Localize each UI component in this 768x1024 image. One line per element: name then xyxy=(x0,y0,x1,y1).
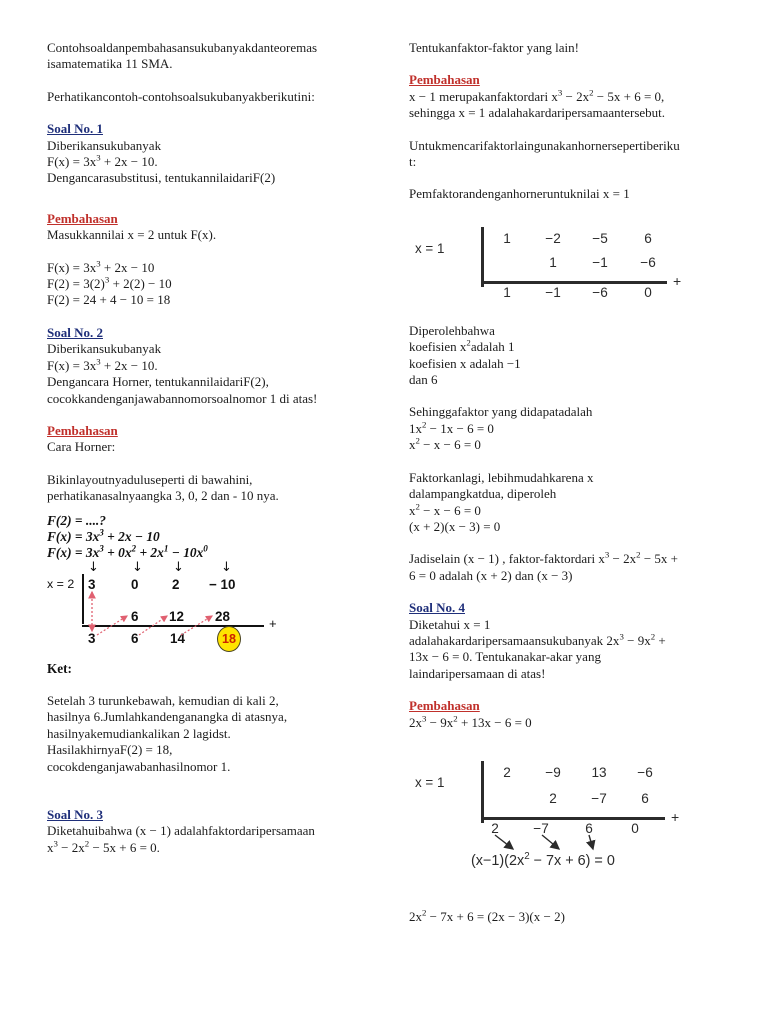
pembahasan3-line-4: t: xyxy=(409,154,417,170)
heading-ket: Ket: xyxy=(47,660,72,676)
equation-1 xyxy=(47,260,367,276)
synth1-top-1: −2 xyxy=(545,230,561,246)
soal1-formula xyxy=(47,154,367,170)
intro-line-1: Contohsoaldanpembahasansukubanyakdanteoremas xyxy=(47,40,318,55)
final-equation xyxy=(409,909,729,925)
horner-line-3-c: + 2x xyxy=(136,544,164,560)
soal1-formula-post: + 2x − 10. xyxy=(100,154,158,170)
ket-line-2: hasilnya 6.Jumlahkandenganangka di atasnya, xyxy=(47,709,288,725)
soal2-formula-post: + 2x − 10. xyxy=(100,357,158,373)
soal4-line-3: 13x − 6 = 0. Tentukanakar-akar yang xyxy=(409,649,601,665)
sehingga-l2-a: 1x xyxy=(409,420,422,436)
sehingga-line-1: Sehinggafaktor yang didapatadalah xyxy=(409,404,593,420)
synth1-bottom-0: 1 xyxy=(503,284,511,300)
pembahasan2-line-3: perhatikanasalnyaangka 3, 0, 2 dan - 10 nya. xyxy=(47,488,279,504)
synth2-plus-sign: + xyxy=(671,808,680,825)
ket-line-4: HasilakhirnyaF(2) = 18, xyxy=(47,742,173,758)
soal1-line-3: Dengancarasubstitusi, tentukannilaidariF(2) xyxy=(47,170,276,186)
pembahasan2-line-2: Bikinlayoutnyaduluseperti di bawahini, xyxy=(47,471,253,487)
diperoleh-line-1: Diperolehbahwa xyxy=(409,322,495,338)
synth2-factored-post: − 7x + 6) = 0 xyxy=(529,852,615,869)
final-eq-b: − 7x + 6 = (2x − 3)(x − 2) xyxy=(426,908,565,924)
soal2-formula xyxy=(47,358,367,374)
soal3-eq-b: − 2x xyxy=(57,839,85,855)
heading-pembahasan-4: Pembahasan xyxy=(409,698,480,714)
p4-eq-exp2: 2 xyxy=(453,713,458,724)
soal2-line-3: Dengancara Horner, tentukannilaidariF(2), xyxy=(47,374,269,390)
diperoleh-l2-exp: 2 xyxy=(466,337,471,348)
diperoleh-line-4: dan 6 xyxy=(409,372,438,388)
p4-eq-a: 2x xyxy=(409,714,422,730)
equation-1-post: + 2x − 10 xyxy=(100,259,155,275)
down-arrow-icon-3: ↓ xyxy=(173,559,184,575)
faktorkan-line-1: Faktorkanlagi, lebihmudahkarena x xyxy=(409,469,594,485)
soal4-line-4: laindaripersamaan di atas! xyxy=(409,665,546,681)
ket-line-3: hasilnyakemudiankalikan 2 lagidst. xyxy=(47,725,231,741)
synth2-factored-expression xyxy=(471,853,615,869)
soal1-formula-pre: F(x) = 3x xyxy=(47,154,97,170)
horner-line-1: F(2) = ....? xyxy=(47,512,106,528)
soal2-formula-pre: F(x) = 3x xyxy=(47,357,97,373)
synth2-x-label: x = 1 xyxy=(415,774,445,790)
synth2-factored-exp: 2 xyxy=(524,851,530,863)
horner-line-3-exp4: 0 xyxy=(203,543,208,554)
heading-soal-no-2: Soal No. 2 xyxy=(47,324,103,340)
p3-l1-b: − 2x xyxy=(562,88,590,104)
down-arrow-icon-2: ↓ xyxy=(132,559,143,575)
synth2-bottom-3: 0 xyxy=(631,820,639,836)
soal1-line-1: Diberikansukubanyak xyxy=(47,137,162,153)
p3-l1-exp2: 2 xyxy=(589,87,594,98)
equation-2 xyxy=(47,276,367,292)
jadi-line-1 xyxy=(409,551,729,567)
intro-line-2: isamatematika 11 SMA. xyxy=(47,56,173,72)
faktorkan-l3-a: x xyxy=(409,502,416,518)
horner-line-3-b: + 0x xyxy=(103,544,132,560)
sehingga-l2-b: − 1x − 6 = 0 xyxy=(426,420,494,436)
synth1-bottom-3: 0 xyxy=(644,284,652,300)
synth2-mid-0: 2 xyxy=(549,790,557,806)
synth1-mid-0: 1 xyxy=(549,254,557,270)
p3-l1-exp1: 3 xyxy=(557,87,563,98)
heading-soal-no-3: Soal No. 3 xyxy=(47,806,103,822)
horner-line-3-exp1: 3 xyxy=(99,543,104,554)
final-eq-a: 2x xyxy=(409,908,422,924)
p3-l1-c: − 5x + 6 = 0, xyxy=(593,88,665,104)
horner-line-2-pre: F(x) = 3x xyxy=(47,528,100,544)
horner-mid-0: 6 xyxy=(131,608,139,624)
down-arrow-icon-1: ↓ xyxy=(88,559,99,575)
horner-result-2: 14 xyxy=(170,630,185,646)
synth2-top-1: −9 xyxy=(545,764,561,780)
down-arrow-icon-4: ↓ xyxy=(221,559,232,575)
intro-line-3: Perhatikancontoh-contohsoalsukubanyakberikutini: xyxy=(47,88,315,104)
synth1-bottom-1: −1 xyxy=(545,284,561,300)
pembahasan2-line-1: Cara Horner: xyxy=(47,439,116,455)
sehingga-line-3 xyxy=(409,437,729,453)
ket-line-5: cocokdenganjawabanhasilnomor 1. xyxy=(47,758,231,774)
equation-3: F(2) = 24 + 4 − 10 = 18 xyxy=(47,292,171,308)
soal4-line-2 xyxy=(409,633,729,649)
diperoleh-l2-a: koefisien x xyxy=(409,339,467,355)
right-column xyxy=(409,40,729,925)
horner-line-3-a: F(x) = 3x xyxy=(47,544,100,560)
diperoleh-line-2 xyxy=(409,339,729,355)
soal2-formula-exp: 3 xyxy=(96,356,101,367)
soal2-line-1: Diberikansukubanyak xyxy=(47,341,162,357)
tentukan-faktor-line: Tentukanfaktor-faktor yang lain! xyxy=(409,40,579,55)
horner-x-label: x = 2 xyxy=(47,576,75,591)
heading-pembahasan-2: Pembahasan xyxy=(47,422,118,438)
equation-2-post: + 2(2) − 10 xyxy=(109,276,172,292)
synth1-top-3: 6 xyxy=(644,230,652,246)
horner-line-3-exp3: 1 xyxy=(163,543,169,554)
pembahasan3-line-3: Untukmencarifaktorlaingunakanhornersepertiberiku xyxy=(409,137,680,153)
horner-scheme-figure xyxy=(47,513,297,653)
synthetic-division-table-2 xyxy=(409,755,709,885)
jadi-l1-exp2: 2 xyxy=(636,549,641,560)
faktorkan-l3-exp: 2 xyxy=(415,501,420,512)
horner-coef-3: − 10 xyxy=(209,576,236,592)
equation-2-exp: 3 xyxy=(104,274,110,285)
synth2-bottom-1: −7 xyxy=(533,820,549,836)
synth2-mid-1: −7 xyxy=(591,790,607,806)
heading-pembahasan-1: Pembahasan xyxy=(47,210,118,226)
horner-coef-2: 2 xyxy=(172,576,180,592)
soal2-line-4: cocokkandenganjawabannomorsoalnomor 1 di atas! xyxy=(47,390,318,406)
pembahasan4-equation xyxy=(409,715,729,731)
soal3-eq-exp1: 3 xyxy=(53,838,58,849)
jadi-line-2: 6 = 0 adalah (x + 2) dan (x − 3) xyxy=(409,567,573,583)
synth2-bottom-0: 2 xyxy=(491,820,499,836)
soal3-eq-c: − 5x + 6 = 0. xyxy=(89,839,160,855)
soal4-l2-c: + xyxy=(655,632,666,648)
pembahasan3-line-1 xyxy=(409,89,729,105)
sehingga-l3-exp: 2 xyxy=(415,435,420,446)
jadi-l1-exp1: 3 xyxy=(604,549,610,560)
jadi-l1-b: − 2x xyxy=(609,551,637,567)
jadi-l1-a: Jadiselain (x − 1) , faktor-faktordari x xyxy=(409,551,605,567)
faktorkan-line-2: dalampangkatdua, diperoleh xyxy=(409,486,557,502)
p4-eq-c: + 13x − 6 = 0 xyxy=(457,714,532,730)
equation-2-pre: F(2) = 3(2) xyxy=(47,276,105,292)
synth1-mid-1: −1 xyxy=(592,254,608,270)
faktorkan-l3-b: − x − 6 = 0 xyxy=(419,502,481,518)
p3-l1-a: x − 1 merupakanfaktordari x xyxy=(409,88,558,104)
horner-mid-1: 12 xyxy=(169,608,184,624)
pembahasan1-line-1: Masukkannilai x = 2 untuk F(x). xyxy=(47,227,217,243)
horner-line-2-exp: 3 xyxy=(99,527,104,538)
faktorkan-line-4: (x + 2)(x − 3) = 0 xyxy=(409,518,501,534)
horner-result-highlight: 18 xyxy=(217,626,241,652)
pembahasan3-line-2: sehingga x = 1 adalahakardaripersamaantersebut. xyxy=(409,105,666,121)
p4-eq-b: − 9x xyxy=(426,714,454,730)
heading-pembahasan-3: Pembahasan xyxy=(409,72,480,88)
soal4-l2-b: − 9x xyxy=(623,632,651,648)
heading-soal-no-4: Soal No. 4 xyxy=(409,600,465,616)
horner-line-2-post: + 2x − 10 xyxy=(103,528,160,544)
sehingga-l3-b: − x − 6 = 0 xyxy=(419,437,481,453)
horner-result-1: 6 xyxy=(131,630,139,646)
synth1-top-2: −5 xyxy=(592,230,608,246)
diperoleh-line-3: koefisien x adalah −1 xyxy=(409,355,521,371)
synthetic-division-table-1 xyxy=(409,219,709,307)
soal4-l2-a: adalahakardaripersamaansukubanyak 2x xyxy=(409,632,620,648)
soal3-line-1: Diketahuibahwa (x − 1) adalahfaktordaripersamaan xyxy=(47,823,315,839)
horner-result-0: 3 xyxy=(88,630,96,646)
faktorkan-line-3 xyxy=(409,503,729,519)
soal4-line-1: Diketahui x = 1 xyxy=(409,616,491,632)
synth1-mid-2: −6 xyxy=(640,254,656,270)
synth2-mid-2: 6 xyxy=(641,790,649,806)
ket-line-1: Setelah 3 turunkebawah, kemudian di kali 2, xyxy=(47,692,279,708)
synth2-top-0: 2 xyxy=(503,764,511,780)
heading-soal-no-1: Soal No. 1 xyxy=(47,121,103,137)
horner-plus-sign: + xyxy=(269,615,277,631)
sehingga-l2-exp: 2 xyxy=(422,419,427,430)
soal3-eq-a: x xyxy=(47,839,54,855)
equation-1-exp: 3 xyxy=(96,258,101,269)
synth2-top-2: 13 xyxy=(591,764,607,780)
equation-1-pre: F(x) = 3x xyxy=(47,259,97,275)
synth2-bottom-2: 6 xyxy=(585,820,593,836)
sehingga-l3-a: x xyxy=(409,437,416,453)
soal4-l2-exp2: 2 xyxy=(650,631,656,642)
soal4-l2-exp1: 3 xyxy=(619,631,624,642)
soal3-equation xyxy=(47,840,367,856)
horner-coef-0: 3 xyxy=(88,576,96,592)
synth2-top-3: −6 xyxy=(637,764,653,780)
final-eq-exp: 2 xyxy=(422,907,427,918)
horner-mid-2: 28 xyxy=(215,608,230,624)
horner-line-3-d: − 10x xyxy=(168,544,204,560)
synth1-x-label: x = 1 xyxy=(415,240,445,256)
horner-arrow-overlay xyxy=(47,513,297,653)
p4-eq-exp1: 3 xyxy=(422,713,427,724)
sehingga-line-2 xyxy=(409,421,729,437)
soal1-formula-exp: 3 xyxy=(96,152,101,163)
jadi-l1-c: − 5x + xyxy=(640,551,678,567)
synth1-top-0: 1 xyxy=(503,230,511,246)
synth1-horizontal-rule xyxy=(481,281,667,284)
horner-coef-1: 0 xyxy=(131,576,139,592)
synth1-vertical-rule xyxy=(481,227,484,287)
left-column xyxy=(47,40,367,856)
synth1-plus-sign: + xyxy=(673,272,682,289)
pembahasan3-line-5: Pemfaktorandenganhorneruntuknilai x = 1 xyxy=(409,186,630,202)
synth1-bottom-2: −6 xyxy=(592,284,608,300)
soal3-eq-exp2: 2 xyxy=(84,838,90,849)
synth2-factored-pre: (x−1)(2x xyxy=(471,852,525,869)
horner-line-3-exp2: 2 xyxy=(131,543,137,554)
diperoleh-l2-b: adalah 1 xyxy=(470,339,515,355)
